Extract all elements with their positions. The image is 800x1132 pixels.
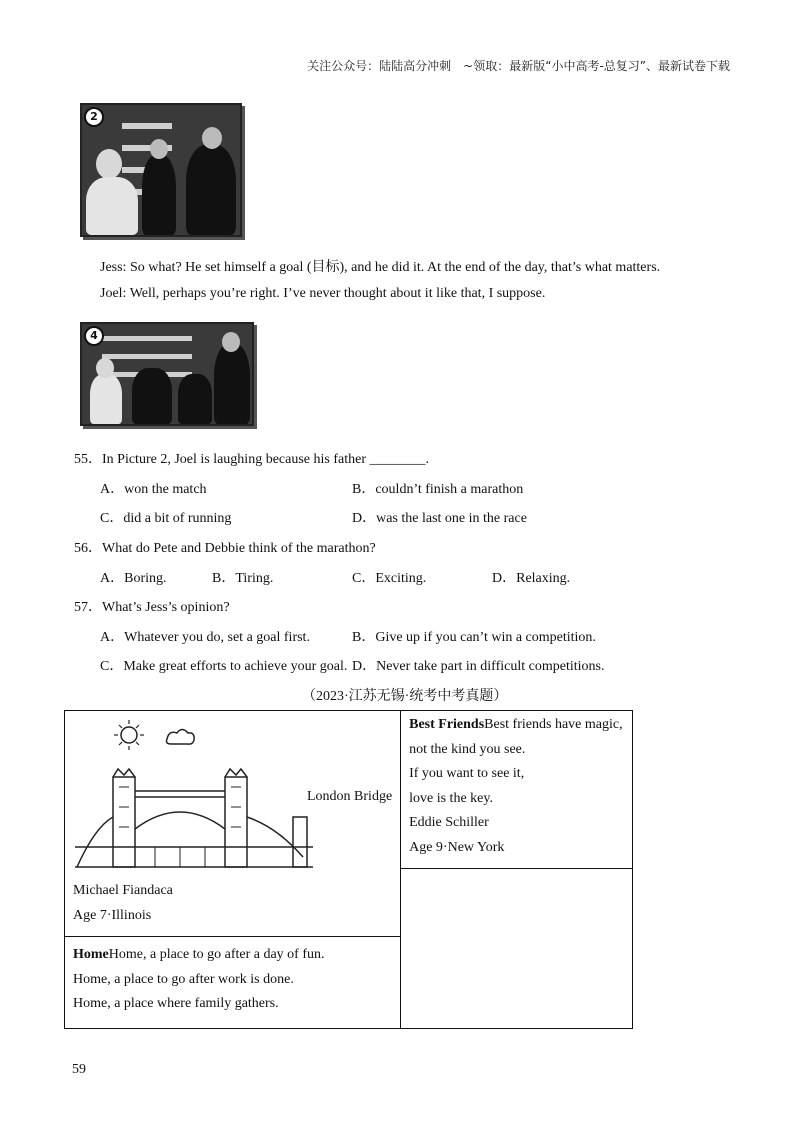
london-bridge-cell bbox=[65, 711, 401, 937]
page-number: 59 bbox=[72, 1062, 86, 1077]
picture-number-badge: 4 bbox=[84, 326, 104, 346]
question-57-option-b: B．Give up if you can’t win a competition. bbox=[352, 630, 596, 645]
home-cell bbox=[65, 937, 401, 1029]
poem-title: Home bbox=[73, 947, 109, 962]
poem-line: If you want to see it, bbox=[409, 766, 525, 781]
london-bridge-author: Michael Fiandaca bbox=[73, 883, 173, 898]
question-56-option-a: A．Boring. bbox=[100, 571, 167, 586]
london-bridge-drawing bbox=[75, 717, 315, 877]
question-57-stem: 57．What’s Jess’s opinion? bbox=[74, 600, 230, 615]
picture-number-badge: 2 bbox=[84, 107, 104, 127]
london-bridge-age: Age 7·Illinois bbox=[73, 908, 152, 923]
dialogue-line-joel: Joel: Well, perhaps you’re right. I’ve never thought about it like that, I suppose. bbox=[100, 286, 546, 301]
question-56-option-b: B．Tiring. bbox=[212, 571, 274, 586]
question-56-option-d: D．Relaxing. bbox=[492, 571, 571, 586]
comic-picture-2 bbox=[80, 103, 242, 237]
page-header: 关注公众号：陆陆高分冲刺 ~领取：最新版“小中高考-总复习”、最新试卷下载 bbox=[307, 59, 730, 73]
question-56-stem: 56．What do Pete and Debbie think of the marathon? bbox=[74, 541, 376, 556]
poem-line: Home, a place to go after work is done. bbox=[73, 971, 294, 987]
question-55-option-c: C．did a bit of running bbox=[100, 511, 232, 526]
poems-table bbox=[64, 710, 633, 1029]
source-note: （2023·江苏无锡·统考中考真题） bbox=[302, 689, 508, 704]
question-55-option-a: A．won the match bbox=[100, 482, 207, 497]
dialogue-line-jess: Jess: So what? He set himself a goal (目标), and he did it. At the end of the day, that’s what matters. bbox=[100, 260, 661, 275]
poem-line: Home, a place where family gathers. bbox=[73, 996, 279, 1011]
question-55-option-b: B．couldn’t finish a marathon bbox=[352, 482, 524, 497]
question-56-option-c: C．Exciting. bbox=[352, 571, 427, 586]
question-57-option-c: C．Make great efforts to achieve your goal. bbox=[100, 659, 348, 674]
poem-line: not the kind you see. bbox=[409, 741, 526, 757]
question-55-stem: 55．In Picture 2, Joel is laughing because his father ________. bbox=[74, 452, 429, 467]
question-57-option-a: A．Whatever you do, set a goal first. bbox=[100, 630, 310, 645]
poem-age: Age 9·New York bbox=[409, 839, 505, 855]
poem-line: love is the key. bbox=[409, 790, 493, 806]
best-friends-cell bbox=[401, 711, 633, 869]
poem-line: Best FriendsBest friends have magic, bbox=[409, 717, 623, 732]
question-57-option-d: D．Never take part in difficult competitions. bbox=[352, 659, 605, 674]
london-bridge-caption: London Bridge bbox=[307, 789, 393, 804]
empty-cell bbox=[401, 869, 633, 1029]
question-55-option-d: D．was the last one in the race bbox=[352, 511, 527, 526]
poem-title: Best Friends bbox=[409, 717, 485, 732]
poem-author: Eddie Schiller bbox=[409, 815, 489, 830]
comic-picture-4 bbox=[80, 322, 254, 426]
poem-line: HomeHome, a place to go after a day of fun. bbox=[73, 947, 325, 962]
